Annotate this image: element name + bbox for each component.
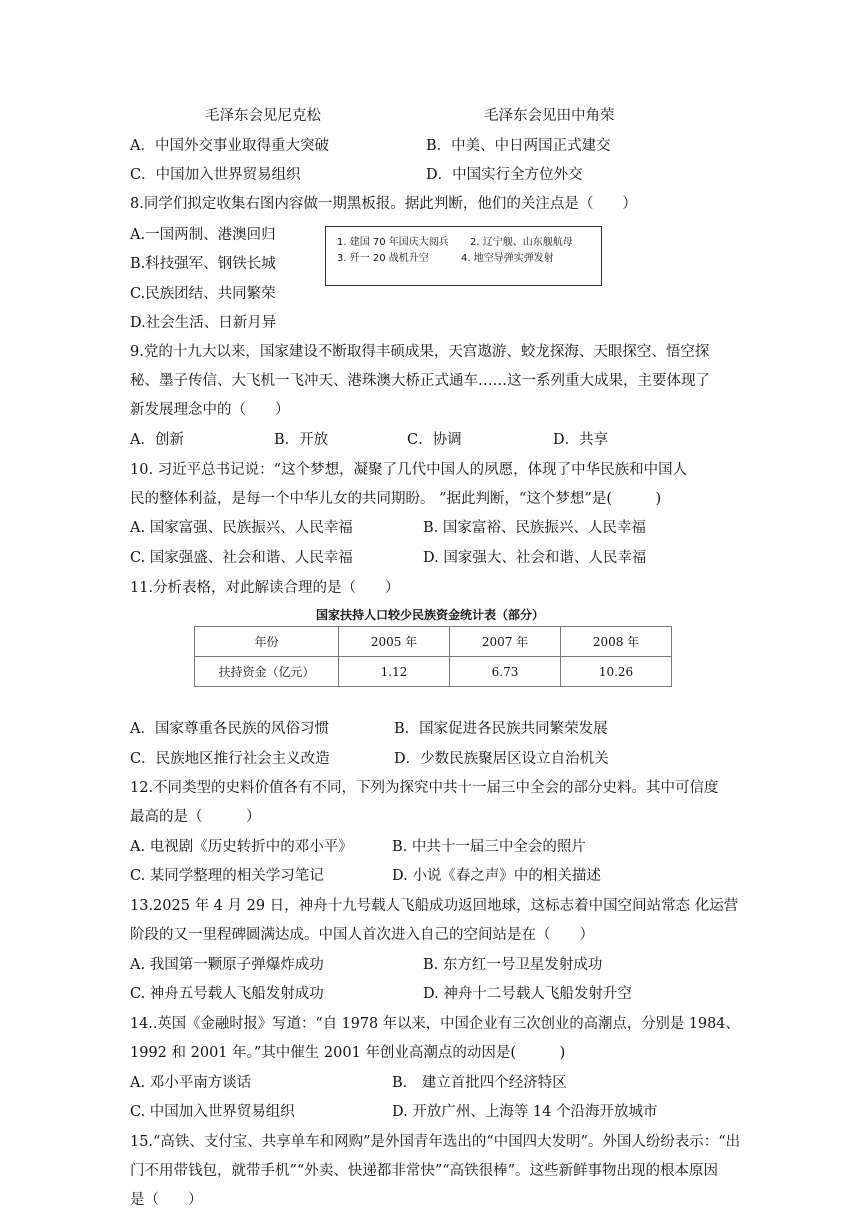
q11-table-title: 国家扶持人口较少民族资金统计表（部分）	[315, 608, 544, 622]
q13-option-b: B. 东方红一号卫星发射成功	[423, 957, 603, 973]
q10-line-1: 10. 习近平总书记说：“这个梦想，凝聚了几代中国人的夙愿，体现了中华民族和中国人	[130, 462, 688, 478]
q9-line-3: 新发展理念中的（ ）	[130, 402, 290, 418]
q7-option-c: C．中国加入世界贸易组织	[130, 167, 301, 183]
q9-line-2: 秘、墨子传信、大飞机一飞冲天、港珠澳大桥正式通车……这一系列重大成果，主要体现了	[130, 373, 710, 389]
q8-stem: 8.同学们拟定收集右图内容做一期黑板报。据此判断，他们的关注点是（ ）	[130, 196, 637, 212]
q14-option-b: B. 建立首批四个经济特区	[392, 1075, 567, 1091]
table-cell: 1.12	[339, 657, 450, 687]
q9-line-1: 9.党的十九大以来，国家建设不断取得丰硕成果，天宫遨游、蛟龙探海、天眼探空、悟空探	[130, 344, 710, 360]
q14-line-2: 1992 和 2001 年。”其中催生 2001 年创业高潮点的动因是( )	[130, 1045, 566, 1061]
q8-box-item-3: 3. 歼一 20 战机升空	[337, 253, 429, 264]
table-cell: 2008 年	[561, 627, 672, 657]
q10-line-2: 民的整体利益，是每一个中华儿女的共同期盼。 ”据此判断，“这个梦想”是( )	[130, 491, 662, 507]
q14-option-d: D. 开放广州、上海等 14 个沿海开放城市	[392, 1104, 658, 1120]
q15-line-2: 门不用带钱包，就带手机”“外卖、快递都非常快”“高铁很棒”。这些新鲜事物出现的根本原因	[130, 1163, 719, 1179]
q8-box-item-1: 1. 建国 70 年国庆大阅兵	[337, 237, 449, 248]
q10-option-b: B. 国家富裕、民族振兴、人民幸福	[423, 520, 646, 536]
q8-option-a: A.一国两制、港澳回归	[130, 227, 276, 243]
q13-line-2: 阶段的又一里程碑圆满达成。中国人首次进入自己的空间站是在（ ）	[130, 927, 594, 943]
q9-option-a: A．创新	[130, 432, 184, 448]
q7-option-b: B．中美、中日两国正式建交	[426, 138, 611, 154]
q13-option-a: A. 我国第一颗原子弹爆炸成功	[130, 957, 324, 973]
table-cell: 2005 年	[339, 627, 450, 657]
q14-option-c: C. 中国加入世界贸易组织	[130, 1104, 295, 1120]
q11-option-d: D．少数民族聚居区设立自治机关	[394, 751, 609, 767]
q12-option-b: B. 中共十一届三中全会的照片	[392, 839, 586, 855]
q11-option-b: B．国家促进各民族共同繁荣发展	[394, 721, 608, 737]
q9-option-d: D．共享	[553, 432, 609, 448]
right-image-caption: 毛泽东会见田中角荣	[484, 108, 615, 124]
table-cell: 扶持资金（亿元）	[195, 657, 339, 687]
table-cell: 2007 年	[450, 627, 561, 657]
q7-option-a: A．中国外交事业取得重大突破	[130, 138, 329, 154]
q8-box-item-2: 2. 辽宁舰、山东舰航母	[470, 237, 573, 248]
q15-line-1: 15.“高铁、支付宝、共享单车和网购”是外国青年选出的“中国四大发明”。外国人纷纷表示：“出	[130, 1134, 741, 1150]
table-cell: 年份	[195, 627, 339, 657]
left-image-caption: 毛泽东会见尼克松	[205, 108, 321, 124]
q13-option-d: D. 神舟十二号载人飞船发射升空	[423, 986, 632, 1002]
table-cell: 6.73	[450, 657, 561, 687]
q12-option-a: A. 电视剧《历史转折中的邓小平》	[130, 839, 353, 855]
q12-line-2: 最高的是（ ）	[130, 809, 261, 825]
q8-option-b: B.科技强军、钢铁长城	[130, 256, 276, 272]
table-header-row	[195, 627, 672, 657]
q10-option-c: C. 国家强盛、社会和谐、人民幸福	[130, 550, 353, 566]
q12-line-1: 12.不同类型的史料价值各有不同，下列为探究中共十一届三中全会的部分史料。其中可信度	[130, 780, 719, 796]
q10-option-d: D. 国家强大、社会和谐、人民幸福	[423, 550, 647, 566]
q15-line-3: 是（ ）	[130, 1192, 203, 1208]
q11-table	[194, 626, 672, 687]
q9-option-c: C．协调	[407, 432, 462, 448]
q13-line-1: 13.2025 年 4 月 29 日，神舟十九号载人飞船成功返回地球，这标志着中国空间站常态 化运营	[130, 898, 739, 914]
q8-content-box	[325, 226, 602, 286]
q14-line-1: 14..英国《金融时报》写道：“自 1978 年以来，中国企业有三次创业的高潮点，分别是 1984、	[130, 1016, 740, 1032]
q11-option-c: C．民族地区推行社会主义改造	[130, 751, 330, 767]
q8-option-d: D.社会生活、日新月异	[130, 315, 277, 331]
q10-option-a: A. 国家富强、民族振兴、人民幸福	[130, 520, 353, 536]
table-cell: 10.26	[561, 657, 672, 687]
q14-option-a: A. 邓小平南方谈话	[130, 1075, 252, 1091]
q12-option-c: C. 某同学整理的相关学习笔记	[130, 868, 324, 884]
q9-option-b: B．开放	[274, 432, 329, 448]
q11-stem: 11.分析表格，对此解读合理的是（ ）	[130, 580, 400, 596]
q11-option-a: A．国家尊重各民族的风俗习惯	[130, 721, 329, 737]
table-row	[195, 657, 672, 687]
q8-option-c: C.民族团结、共同繁荣	[130, 286, 276, 302]
q12-option-d: D. 小说《春之声》中的相关描述	[392, 868, 601, 884]
q13-option-c: C. 神舟五号载人飞船发射成功	[130, 986, 324, 1002]
q7-option-d: D．中国实行全方位外交	[426, 167, 583, 183]
q8-box-item-4: 4. 地空导弹实弹发射	[461, 253, 554, 264]
